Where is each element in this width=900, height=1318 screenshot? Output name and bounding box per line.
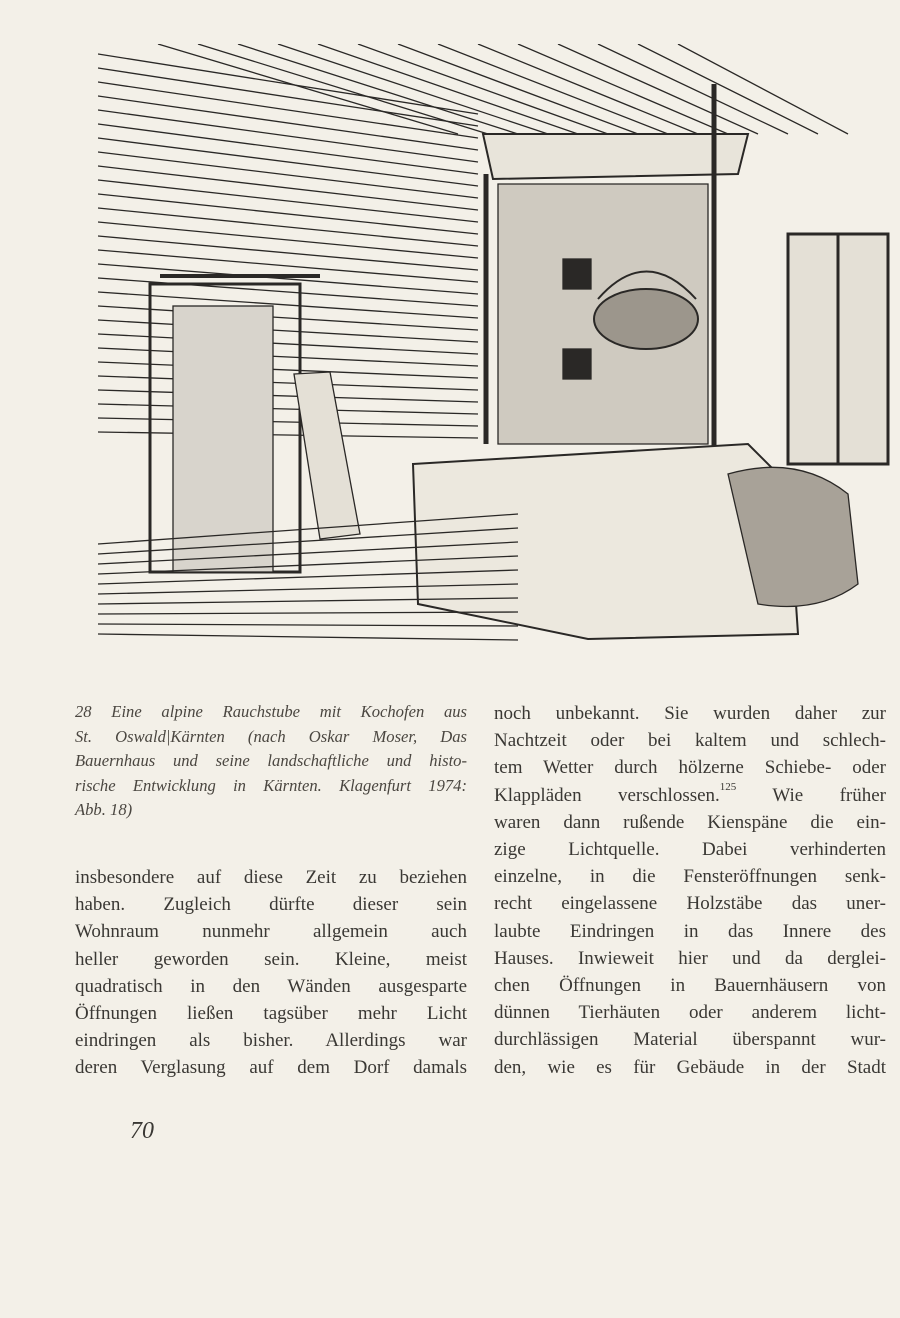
ceiling-beam-line [518, 44, 728, 134]
caption-line: 28 Eine alpine Rauchstube mit Kochofen aus [75, 702, 467, 721]
caption-line: Bauernhaus und seine landschaftliche und histo- [75, 751, 467, 770]
text-line [494, 782, 886, 809]
floor-board-line [98, 624, 518, 626]
ceiling-beam-line [438, 44, 668, 134]
wall-plank-line [98, 264, 478, 294]
floor-board-line [98, 634, 518, 640]
smoke-hood [483, 134, 748, 179]
wall-plank-line [98, 404, 478, 414]
text-line: laubte Eindringen in das Innere des [494, 920, 886, 942]
text-line: haben. Zugleich dürfte dieser sein [75, 894, 467, 916]
floor-board-line [98, 612, 518, 614]
text-line: noch unbekannt. Sie wurden daher zur [494, 703, 886, 724]
wall-plank-line [98, 180, 478, 222]
text-line: eindringen als bisher. Allerdings war [75, 1030, 467, 1052]
wall-plank-line [98, 54, 478, 114]
wall-plank-line [98, 152, 478, 198]
wall-plank-line [98, 138, 478, 186]
text-line: chen Öffnungen in Bauernhäusern von [494, 975, 886, 997]
text-line: recht eingelassene Holzstäbe das uner- [494, 893, 886, 915]
right-column-text [494, 700, 886, 1081]
page-number: 70 [130, 1118, 154, 1144]
text-line: dünnen Tierhäuten oder anderem licht- [494, 1002, 886, 1024]
wall-plank-line [98, 82, 478, 138]
footnote-ref: 125 [719, 780, 737, 793]
wall-plank-line [98, 390, 478, 402]
kettle [594, 289, 698, 349]
text-line: den, wie es für Gebäude in der Stadt [494, 1056, 886, 1078]
text-line: heller geworden sein. Kleine, meist [75, 948, 467, 970]
text-line: waren dann rußende Kienspäne die ein- [494, 811, 886, 833]
bread-board [294, 372, 360, 539]
ceiling-beam-line [398, 44, 638, 134]
wall-plank-line [98, 362, 478, 378]
text-line: einzelne, in die Fensteröffnungen senk- [494, 866, 886, 888]
text-line: Hauses. Inwieweit hier und da derglei- [494, 947, 886, 969]
wall-plank-line [98, 292, 478, 318]
left-column-text [75, 864, 467, 1082]
text-fragment: Klappläden verschlossen. [494, 784, 720, 806]
wall-plank-line [98, 418, 478, 426]
wall-plank-line [98, 376, 478, 390]
wall-plank-line [98, 320, 478, 342]
text-line: Wohnraum nunmehr allgemein auch [75, 921, 467, 943]
wall-plank-line [98, 166, 478, 210]
wall-plank-line [98, 306, 478, 330]
wall-plank-line [98, 124, 478, 174]
text-line: zige Lichtquelle. Dabei verhinderten [494, 839, 886, 861]
caption-line: St. Oswald|Kärnten (nach Oskar Moser, Das [75, 726, 467, 746]
ceiling-beam-line [238, 44, 518, 134]
text-line: Nachtzeit oder bei kaltem und schlech- [494, 730, 886, 752]
ceiling-beam-line [678, 44, 848, 134]
text-fragment: Wie früher [736, 784, 886, 806]
text-line: tem Wetter durch hölzerne Schiebe- oder [494, 757, 886, 779]
caption-line: rische Entwicklung in Kärnten. Klagenfurt 1974: [75, 775, 467, 795]
wall-plank-line [98, 278, 478, 306]
text-line: deren Verglasung auf dem Dorf damals [75, 1057, 467, 1079]
ceiling-beam-line [198, 44, 488, 134]
figure-caption [75, 700, 467, 823]
ceiling-beam-line [598, 44, 788, 134]
ceiling-beam-line [358, 44, 608, 134]
text-line: Öffnungen ließen tagsüber mehr Licht [75, 1003, 467, 1025]
text-line: durchlässigen Material überspannt wur- [494, 1029, 886, 1051]
text-line: insbesondere auf diese Zeit zu beziehen [75, 867, 467, 888]
rauchstube-illustration [98, 44, 890, 646]
caption-line: Abb. 18) [75, 800, 133, 819]
text-line: quadratisch in den Wänden ausgesparte [75, 975, 467, 997]
wall-plank-line [98, 432, 478, 438]
